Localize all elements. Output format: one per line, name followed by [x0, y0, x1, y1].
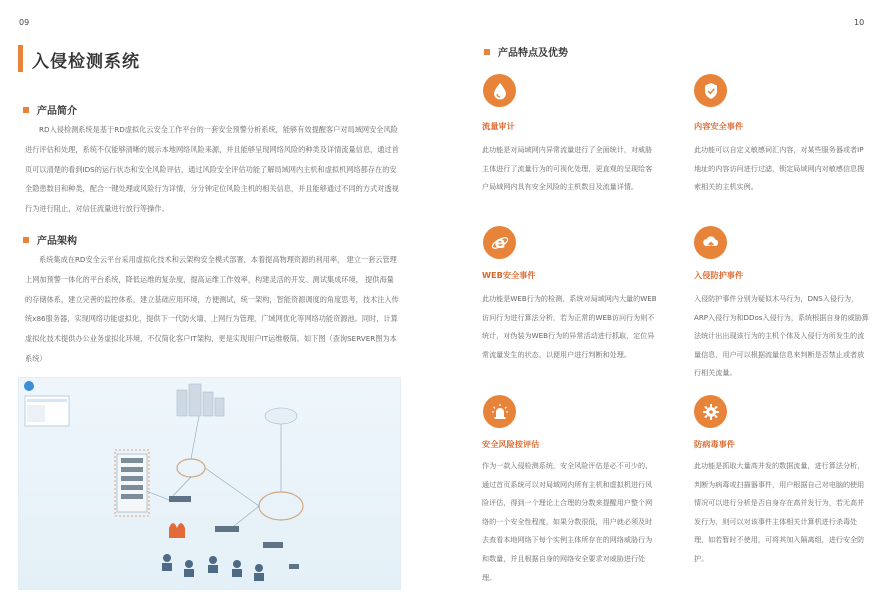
architecture-diagram — [18, 377, 401, 590]
section-marker — [23, 107, 29, 113]
feature-text-content-security: 此功能可以自定义敏感词汇内容，对某些服务器或者IP地址的内容访问进行过滤，锁定局域网内对敏感信息搜索相关的主机实例。 — [694, 145, 865, 192]
feature-title-risk-assessment: 安全风险按评估 — [482, 439, 540, 449]
feature-text-traffic-audit: 此功能是对局域网内异常流量进行了全面统计，对威胁主体进行了流量行为的可视化处理，更直观的呈现给客户局域网内具有安全风险的主机数目及流量详情。 — [482, 145, 653, 192]
feature-title-antivirus: 防病毒事件 — [694, 439, 735, 449]
intro-heading-text: 产品简介 — [37, 106, 77, 117]
cloud-upload-icon — [694, 226, 727, 259]
page-number-left: 09 — [19, 18, 30, 27]
svg-text:e: e — [494, 233, 505, 252]
page-title: 入侵检测系统 — [32, 52, 140, 72]
architecture-heading — [23, 232, 77, 247]
feature-text-web-security: 此功能是WEB行为的检测，系统对局域网内大量的WEB访问行为进行算法分析，若为正常的WEB访问行为则不统计，对伪装为WEB行为的异常活动进行抓取，定位异常流量发生的状态，以便用户进行判断和处理。 — [482, 294, 657, 359]
features-heading-text: 产品特点及优势 — [498, 48, 568, 59]
feature-title-intrusion-prevention: 入侵防护事件 — [694, 270, 744, 280]
shield-check-icon — [694, 74, 727, 107]
page-number-right: 10 — [854, 18, 865, 27]
architecture-heading-text: 产品架构 — [37, 236, 77, 247]
browser-e-icon — [483, 226, 516, 259]
feature-title-content-security: 内容安全事件 — [694, 121, 744, 131]
water-drop-icon — [483, 74, 516, 107]
architecture-paragraph: 系统集成在RD安全云平台采用虚拟化技术和云架构安全模式部署，本着提高物理资源的利用率， 建立一套云管理上网加预警一体化的平台系统，降低运维的复杂度，提高运维工作效率，构建灵活的开发、测试集成环境， 提供海量的存储体系，建立完善的监控体系，建立基础应用环境，方便测试，统一架构，智能资源调度的角度思考，技术注入传统x86服务器，实现网络功能虚拟化，提供下一代防火墙、上网行为管理、广域网优化等网络功能资源池。同时，计算虚拟化技术提供办公业务虚拟化环境，不仅简化客户IT架构，更是实现用户IT运维极简。如下图（查询SERVER图为本系统） — [25, 255, 399, 363]
intro-heading — [23, 102, 77, 117]
feature-title-traffic-audit: 流量审计 — [482, 121, 515, 131]
features-heading — [484, 44, 568, 59]
network-topology-illustration — [19, 378, 401, 590]
title-accent-bar — [18, 45, 23, 72]
feature-text-risk-assessment: 作为一款入侵检测系统，安全风险评估是必不可少的，通过首页系统可以对局域网内所有主机和虚拟机进行风险评估，得到一个理论上合理的分数来提醒用户整个网络的一个安全性程度，如果分数很低，用户就必须及时去查看本地网络下每个实例主体所存在的网络威胁行为和数量，并且根据自身的网络安全要求对威胁进行处理。 — [482, 461, 653, 582]
alarm-light-icon — [483, 395, 516, 428]
section-marker — [23, 237, 29, 243]
virus-gear-icon — [694, 395, 727, 428]
feature-title-web-security: WEB安全事件 — [482, 270, 536, 280]
section-marker — [484, 49, 490, 55]
intro-paragraph: RD入侵检测系统是基于RD虚拟化云安全工作平台的一套安全预警分析系统，能够有效提醒客户对局域网安全风险进行评估和处理，系统不仅能够清晰的展示本地网络风险来源，并且能够呈现网络风险的种类及详情流量信息，通过首页可以清楚的看到IDS的运行状态和安全风险评估，通过风险安全评估功能了解局域网内主机和虚拟机网络都存在的安全隐患数目和种类，配合一键处理或风险行为详情，分分钟定位风险主机的相关信息，并且能够通过不同的方式对透视行为进行阻止，对信任流量进行放行等操作。 — [25, 125, 399, 214]
feature-text-intrusion-prevention: 入侵防护事件分别为疑似木马行为，DNS入侵行为，ARP入侵行为和DDos入侵行为，系统根据自身的威胁算法统计出出现该行为的主机个体及入侵行为所发生的流量信息，用户可以根据流量信息来判断是否禁止或者放行相关流量。 — [694, 294, 869, 378]
feature-text-antivirus: 此功能是抓取大量高并发的数据流量，进行算法分析，判断为病毒或扫描器事件，用户根据自己对电脑的使用情况可以进行分析是否自身存在高并发行为，若无高并发行为，则可以对该事件主体相关计算机进行杀毒处理，如若暂时不使用，可将其加入隔离组，进行安全防护。 — [694, 461, 865, 563]
